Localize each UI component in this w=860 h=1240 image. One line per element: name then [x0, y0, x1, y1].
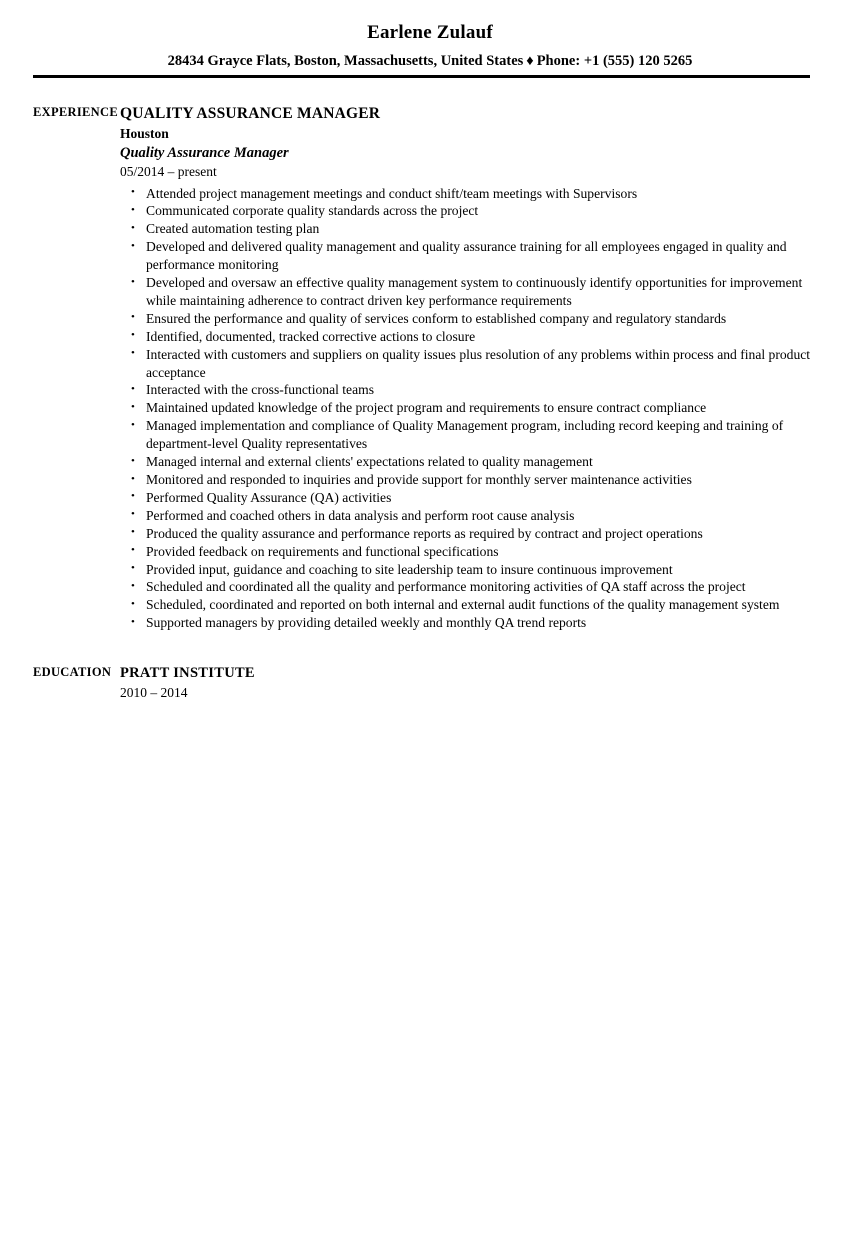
contact-address: 28434 Grayce Flats, Boston, Massachusetts, United States	[167, 53, 524, 69]
header-divider	[33, 75, 810, 78]
bullet-item: • Performed and coached others in data analysis and perform root cause analysis	[120, 507, 814, 525]
job-title: Quality Assurance Manager	[120, 144, 289, 161]
bullet-item: • Provided feedback on requirements and functional specifications	[120, 543, 814, 561]
bullet-item: • Identified, documented, tracked corrective actions to closure	[120, 328, 814, 346]
bullet-item: • Created automation testing plan	[120, 220, 814, 238]
contact-line	[0, 52, 860, 70]
candidate-name: Earlene Zulauf	[367, 22, 493, 43]
job-dates: 05/2014 – present	[120, 163, 217, 179]
job-location: Houston	[120, 125, 169, 141]
bullet-item: • Interacted with the cross-functional teams	[120, 381, 814, 399]
bullet-item: • Ensured the performance and quality of services conform to established company and regulatory standards	[120, 310, 814, 328]
job-company: QUALITY ASSURANCE MANAGER	[120, 104, 381, 122]
bullet-item: • Developed and oversaw an effective quality management system to continuously identify opportunities for improvement while maintaining adherence to contract driven key performance requirements	[120, 274, 814, 310]
bullet-item: • Communicated corporate quality standards across the project	[120, 202, 814, 220]
bullet-item: • Monitored and responded to inquiries and provide support for monthly server maintenance activities	[120, 471, 814, 489]
bullet-item: • Provided input, guidance and coaching to site leadership team to insure continuous improvement	[120, 561, 814, 579]
contact-phone: Phone: +1 (555) 120 5265	[536, 53, 693, 69]
education-school: PRATT INSTITUTE	[120, 665, 255, 682]
bullet-item: • Maintained updated knowledge of the project program and requirements to ensure contract compliance	[120, 399, 814, 417]
section-label-education: EDUCATION	[33, 665, 112, 680]
bullet-item: • Scheduled, coordinated and reported on both internal and external audit functions of the quality management system	[120, 596, 814, 614]
bullet-item: • Supported managers by providing detailed weekly and monthly QA trend reports	[120, 614, 814, 632]
experience-body	[120, 104, 860, 633]
bullet-item: • Scheduled and coordinated all the quality and performance monitoring activities of QA staff across the project	[120, 578, 814, 596]
education-section	[0, 664, 860, 702]
bullet-item: • Developed and delivered quality management and quality assurance training for all employees engaged in quality and performance monitoring	[120, 238, 814, 274]
education-dates: 2010 – 2014	[120, 685, 188, 701]
bullet-item: • Managed internal and external clients' expectations related to quality management	[120, 453, 814, 471]
education-body	[120, 664, 860, 702]
experience-bullet-list	[120, 185, 814, 633]
bullet-item: • Performed Quality Assurance (QA) activities	[120, 489, 814, 507]
experience-section	[0, 104, 860, 633]
resume-header	[0, 0, 860, 78]
bullet-item: • Managed implementation and compliance of Quality Management program, including record keeping and training of department-level Quality representatives	[120, 417, 814, 453]
bullet-item: • Interacted with customers and suppliers on quality issues plus resolution of any problems within process and final product acceptance	[120, 346, 814, 382]
bullet-item: • Produced the quality assurance and performance reports as required by contract and project operations	[120, 525, 814, 543]
section-label-experience: EXPERIENCE	[33, 104, 118, 119]
diamond-separator-icon: ♦	[526, 53, 534, 69]
bullet-item: • Attended project management meetings and conduct shift/team meetings with Supervisors	[120, 185, 814, 203]
